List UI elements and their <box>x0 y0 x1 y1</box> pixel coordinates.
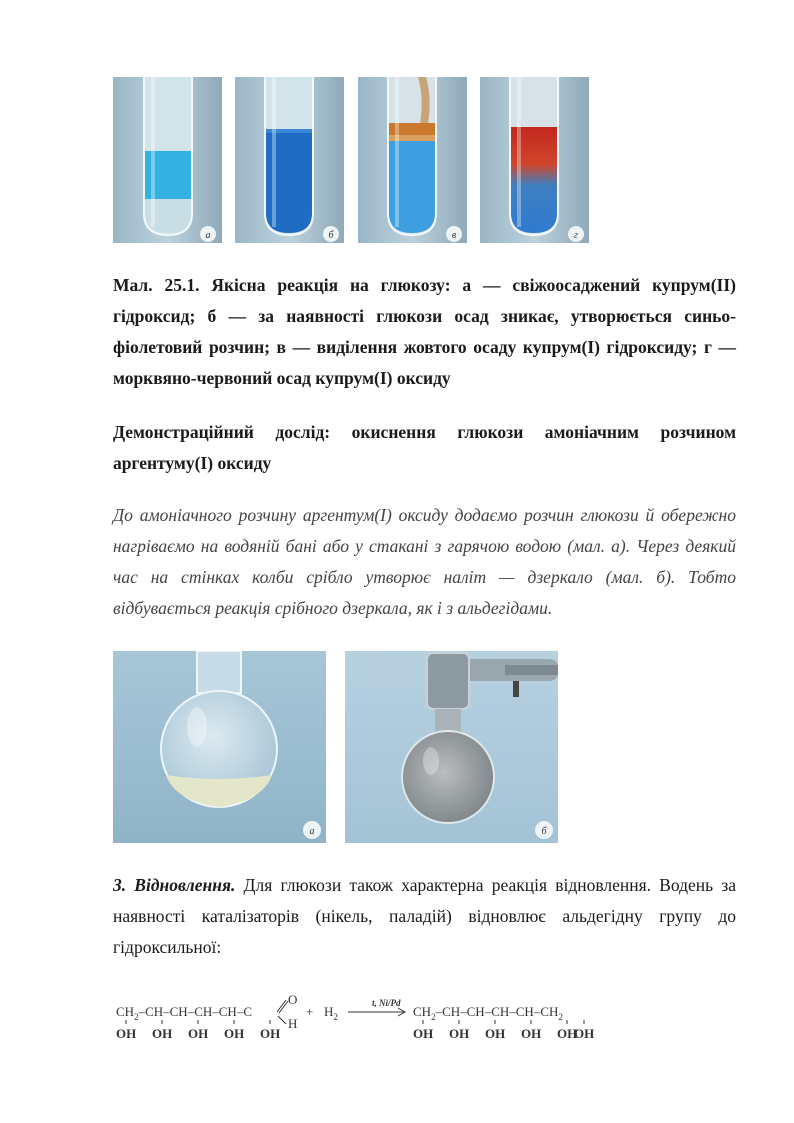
plus-sign: + <box>306 1004 314 1019</box>
flask-photo-b <box>345 651 558 843</box>
section-3-body: Для глюкози також характерна реакція відновлення. Водень за наявності каталізаторів (нікель, паладій) відновлює альдегідну групу до гідроксильної: <box>113 875 736 957</box>
hydroxyl-group: OH <box>188 1026 209 1041</box>
section-3-title: 3. Відновлення. <box>113 875 236 895</box>
hydroxyl-group: OH <box>521 1026 542 1041</box>
subscript: 2 <box>134 1012 139 1022</box>
glucose-reduction-equation <box>112 988 602 1046</box>
product-group: CH <box>442 1004 461 1019</box>
panel-letter: г <box>574 230 578 241</box>
reactant-carbon: C <box>243 1004 252 1019</box>
panel-letter: в <box>451 230 457 241</box>
hydroxyl-group: OH <box>413 1026 434 1041</box>
reactant-group: CH <box>116 1004 135 1019</box>
test-tube-photo-c <box>358 77 467 243</box>
test-tube-photo-a <box>113 77 222 243</box>
reaction-conditions: t, Ni/Pd <box>372 998 401 1008</box>
hydroxyl-group: OH <box>574 1026 595 1041</box>
hydroxyl-group: OH <box>224 1026 245 1041</box>
panel-letter: б <box>328 230 334 241</box>
product-group: CH <box>466 1004 485 1019</box>
hydroxyl-group: OH <box>116 1026 137 1041</box>
product-group: CH <box>491 1004 510 1019</box>
product-group: CH <box>413 1004 432 1019</box>
product-group: CH <box>540 1004 559 1019</box>
hydrogen: H <box>324 1004 334 1019</box>
test-tube-photo-b <box>235 77 344 243</box>
reactant-group: CH <box>169 1004 188 1019</box>
hydroxyl-group: OH <box>152 1026 173 1041</box>
subscript: 2 <box>558 1012 563 1022</box>
reactant-group: CH <box>194 1004 213 1019</box>
subscript: 2 <box>431 1012 436 1022</box>
hydroxyl-group: OH <box>449 1026 470 1041</box>
figure-caption: Мал. 25.1. Якісна реакція на глюкозу: а — свіжоосаджений купрум(II) гідроксид; б — за наявності глюкози осад зникає, утворюється синьо-фіолетовий розчин; в — виділення жовтого осаду купрум(I) гідроксиду; г — морквяно-червоний осад купрум(I) оксиду <box>113 275 736 388</box>
flask-photo-a <box>113 651 326 843</box>
demo-description: До амоніачного розчину аргентум(I) оксиду додаємо розчин глюкози й обережно нагріваємо на водяній бані або у стакані з гарячою водою (мал. а). Через деякий час на стінках колби срібло утворює наліт — дзеркало (мал. б). Тобто відбувається реакція срібного дзеркала, як і з альдегідами. <box>113 505 736 618</box>
svg-text:CH2–CH–CH–CH–CH–C: $CH_2-CH-CH-CH-CH-C$ <box>116 1004 252 1022</box>
product-group: CH <box>515 1004 534 1019</box>
aldehyde-oxygen: O <box>288 992 298 1007</box>
section-3-paragraph <box>113 870 736 963</box>
panel-letter: а <box>205 230 211 241</box>
hydroxyl-group: OH <box>485 1026 506 1041</box>
reactant-group: CH <box>218 1004 237 1019</box>
hydroxyl-group: OH <box>557 1026 578 1041</box>
svg-text:CH2–CH–CH–CH–CH–CH2: $CH_2-CH-CH-CH-CH-CH_2$ <box>413 1004 563 1022</box>
reactant-group: CH <box>145 1004 164 1019</box>
test-tube-photo-d <box>480 77 589 243</box>
hydroxyl-group: OH <box>260 1026 281 1041</box>
subscript: 2 <box>333 1012 338 1022</box>
panel-letter: б <box>541 826 547 837</box>
panel-letter: а <box>309 826 315 837</box>
svg-text:H2 <box>324 1004 338 1022</box>
aldehyde-hydrogen: H <box>288 1016 298 1031</box>
demo-heading: Демонстраційний дослід: окиснення глюкози амоніачним розчином аргентуму(I) оксиду <box>113 422 736 473</box>
